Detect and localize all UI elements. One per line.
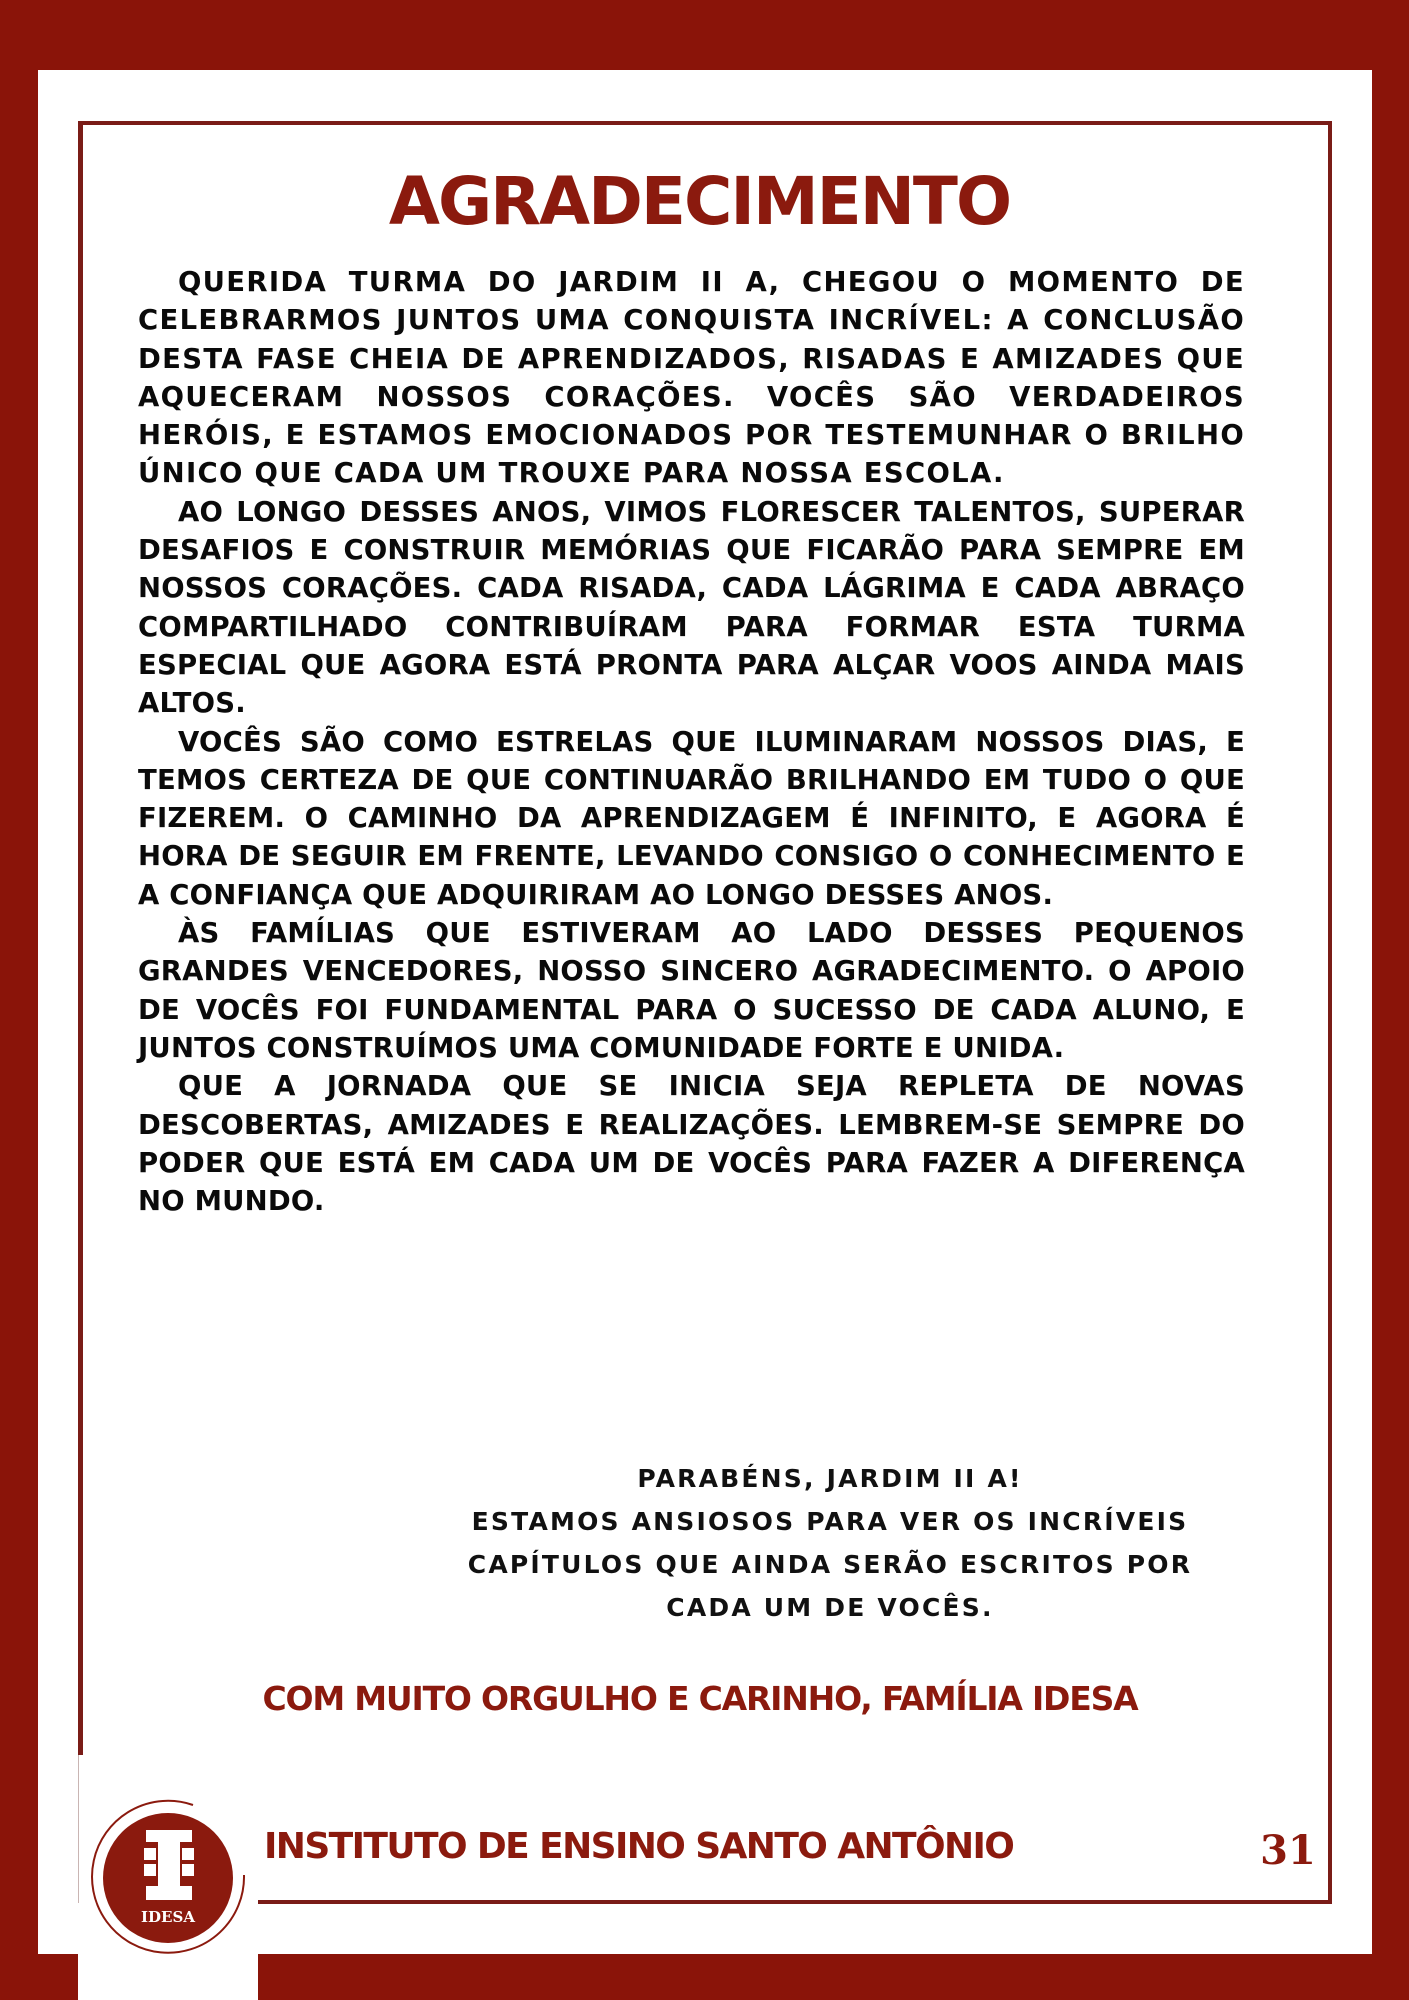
paragraph: QUE A JORNADA QUE SE INICIA SEJA REPLETA DE NOVAS DESCOBERTAS, AMIZADES E REALIZAÇÕES. LEMBREM-SE SEMPRE DO PODER QUE ESTÁ EM CADA UM DE VOCÊS PARA FAZER A DIFERENÇA NO MUNDO. (138, 1070, 1245, 1218)
idesa-logo-icon (88, 1798, 248, 1958)
paragraph: ÀS FAMÍLIAS QUE ESTIVERAM AO LADO DESSES PEQUENOS GRANDES VENCEDORES, NOSSO SINCERO AGRADECIMENTO. O APOIO DE VOCÊS FOI FUNDAMENTAL PARA O SUCESSO DE CADA ALUNO, E JUNTOS CONSTRUÍMOS UMA COMUNIDADE FORTE E UNIDA. (138, 917, 1245, 1064)
closing-line: CAPÍTULOS QUE AINDA SERÃO ESCRITOS POR (467, 1550, 1193, 1579)
page-number: 31 (1260, 1827, 1316, 1874)
closing-message (420, 1457, 1240, 1629)
inner-border-left-thin (78, 1755, 79, 1903)
idesa-emblem-icon (88, 1798, 248, 1958)
letter-body (138, 263, 1245, 1220)
closing-line: PARABÉNS, JARDIM II A! (637, 1464, 1023, 1493)
institution-name: INSTITUTO DE ENSINO SANTO ANTÔNIO (264, 1826, 1014, 1867)
closing-line: ESTAMOS ANSIOSOS PARA VER OS INCRÍVEIS (471, 1507, 1189, 1536)
logo-text: IDESA (141, 1908, 195, 1926)
page-title-text: AGRADECIMENTO (388, 163, 1011, 240)
inner-border-left (78, 121, 83, 1755)
footer-divider (258, 1900, 1332, 1904)
paragraph: VOCÊS SÃO COMO ESTRELAS QUE ILUMINARAM NOSSOS DIAS, E TEMOS CERTEZA DE QUE CONTINUARÃO BRILHANDO EM TUDO O QUE FIZEREM. O CAMINHO DA APRENDIZAGEM É INFINITO, E AGORA É HORA DE SEGUIR EM FRENTE, LEVANDO CONSIGO O CONHECIMENTO E A CONFIANÇA QUE ADQUIRIRAM AO LONGO DESSES ANOS. (138, 725, 1245, 911)
signature: COM MUITO ORGULHO E CARINHO, FAMÍLIA IDESA (262, 1679, 1138, 1718)
closing-line: CADA UM DE VOCÊS. (666, 1593, 994, 1622)
page-title (0, 162, 1409, 242)
paragraph: QUERIDA TURMA DO JARDIM II A, CHEGOU O MOMENTO DE CELEBRARMOS JUNTOS UMA CONQUISTA INCRÍVEL: A CONCLUSÃO DESTA FASE CHEIA DE APRENDIZADOS, RISADAS E AMIZADES QUE AQUECERAM NOSSOS CORAÇÕES. VOCÊS SÃO VERDADEIROS HERÓIS, E ESTAMOS EMOCIONADOS POR TESTEMUNHAR O BRILHO ÚNICO QUE CADA UM TROUXE PARA NOSSA ESCOLA. (138, 266, 1245, 490)
paragraph: AO LONGO DESSES ANOS, VIMOS FLORESCER TALENTOS, SUPERAR DESAFIOS E CONSTRUIR MEMÓRIAS QUE FICARÃO PARA SEMPRE EM NOSSOS CORAÇÕES. CADA RISADA, CADA LÁGRIMA E CADA ABRAÇO COMPARTILHADO CONTRIBUÍRAM PARA FORMAR ESTA TURMA ESPECIAL QUE AGORA ESTÁ PRONTA PARA ALÇAR VOOS AINDA MAIS ALTOS. (138, 495, 1245, 720)
